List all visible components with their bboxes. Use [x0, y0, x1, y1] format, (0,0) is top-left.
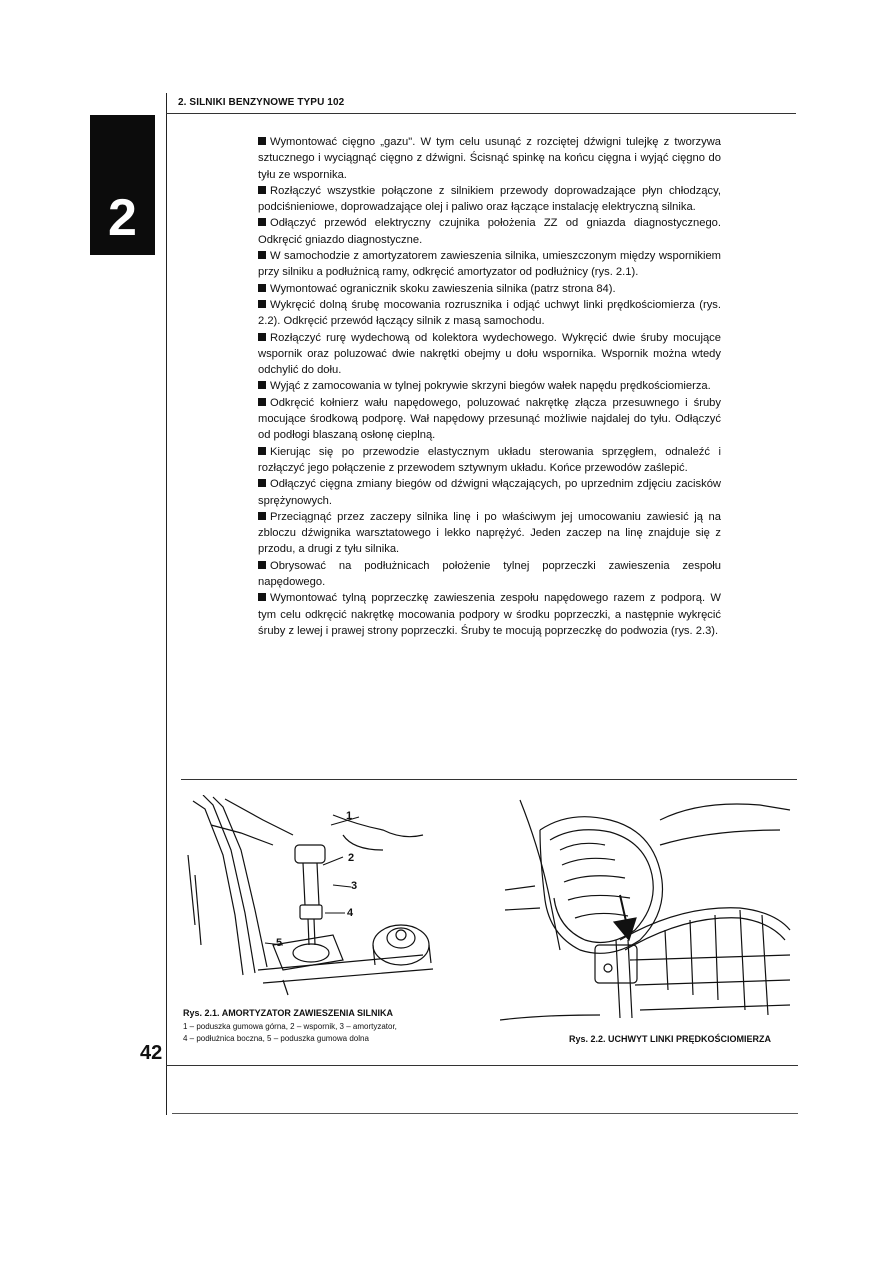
paragraph: Przeciągnąć przez zaczepy silnika linę i po właściwym jej umocowaniu zawiesić ją na zbloczu dźwignika warsztatowego i lekko naprężyć. Jeden zaczep na linę znajduje się z przodu, a drugi z tyłu silnika. — [258, 510, 721, 556]
bullet-icon — [258, 398, 266, 406]
left-margin-rule — [166, 93, 167, 1115]
bullet-icon — [258, 137, 266, 145]
paragraph: Wymontować cięgno „gazu". W tym celu usunąć z rozciętej dźwigni tulejkę z tworzywa sztucznego i wyciągnąć cięgno z dźwigni. Ścisnąć spinkę na końcu cięgna i wyjąć cięgno do tyłu ze wspornika. — [258, 136, 721, 181]
bullet-icon — [258, 300, 266, 308]
figure-label: 5 — [276, 937, 283, 949]
paragraph: Obrysować na podłużnicach położenie tylnej poprzeczki zawieszenia zespołu napędowego. — [258, 559, 721, 589]
figure-label: 1 — [346, 810, 353, 822]
paragraph: Rozłączyć wszystkie połączone z silnikiem przewody doprowadzające płyn chłodzący, podciśnieniowe, doprowadzające olej i paliwo oraz łączące instalację elektryczną silnika. — [258, 184, 721, 214]
paragraph: W samochodzie z amortyzatorem zawieszenia silnika, umieszczonym między wspornikiem przy silniku a podłużnicą ramy, odkręcić amortyzator od podłużnicy (rys. 2.1). — [258, 250, 721, 279]
bullet-icon — [258, 561, 266, 569]
bullet-icon — [258, 333, 266, 341]
paragraph: Odkręcić kołnierz wału napędowego, poluzować nakrętkę złącza przesuwnego i śruby mocujące środkową podporę. Wał napędowy przesunąć możliwie najdalej do tyłu. Odłączyć od podłogi blaszaną osłonę cieplną. — [258, 396, 721, 442]
figure-label: 2 — [348, 852, 355, 864]
bullet-icon — [258, 381, 266, 389]
paragraph: Odłączyć przewód elektryczny czujnika położenia ZZ od gniazda diagnostycznego. Odkręcić gniazdo diagnostyczne. — [258, 217, 721, 246]
paragraph: Wykręcić dolną śrubę mocowania rozrusznika i odjąć uchwyt linki prędkościomierza (rys. 2.2). Odkręcić przewód łączący silnik z masą samochodu. — [258, 298, 721, 328]
paragraph: Wymontować ogranicznik skoku zawieszenia silnika (patrz strona 84). — [258, 281, 721, 297]
bullet-icon — [258, 186, 266, 194]
bullet-icon — [258, 512, 266, 520]
paragraph: Odłączyć cięgna zmiany biegów od dźwigni włączających, po uprzednim zdjęciu zacisków sprężynowych. — [258, 478, 721, 507]
paragraph: Wymontować tylną poprzeczkę zawieszenia zespołu napędowego razem z podporą. W tym celu odkręcić nakrętkę mocowania podpory w środku poprzeczki, a następnie wykręcić śruby z lewej i prawej strony poprzeczki. Śruby te mocują poprzeczkę do podwozia (rys. 2.3). — [258, 592, 721, 637]
bullet-icon — [258, 479, 266, 487]
figure-caption-line: 4 – podłużnica boczna, 5 – poduszka gumowa dolna — [183, 1034, 369, 1043]
figure-engine-damper — [183, 795, 446, 1007]
body-text — [258, 134, 721, 639]
chapter-tab-number: 2 — [108, 188, 137, 247]
bullet-icon — [258, 218, 266, 226]
figure-label: 3 — [351, 880, 358, 892]
footer-rule-lower — [172, 1113, 798, 1114]
page-number: 42 — [140, 1042, 163, 1064]
figure-caption-line: 1 – poduszka gumowa górna, 2 – wspornik, 3 – amortyzator, — [183, 1022, 397, 1031]
bullet-icon — [258, 284, 266, 292]
figure-label: 4 — [347, 907, 354, 919]
figure-speedometer-bracket — [500, 790, 797, 1036]
bullet-icon — [258, 447, 266, 455]
paragraph: Wyjąć z zamocowania w tylnej pokrywie skrzyni biegów wałek napędu prędkościomierza. — [258, 378, 721, 394]
header-rule — [166, 113, 796, 114]
bullet-icon — [258, 251, 266, 259]
figure-caption-title: Rys. 2.2. UCHWYT LINKI PRĘDKOŚCIOMIERZA — [569, 1034, 772, 1044]
running-header: 2. SILNIKI BENZYNOWE TYPU 102 — [178, 97, 345, 108]
paragraph: Rozłączyć rurę wydechową od kolektora wydechowego. Wykręcić dwie śruby mocujące wspornik oraz poluzować dwie nakrętki obejmy u dołu wspornika. Wspornik można wtedy odchylić do dołu. — [258, 331, 721, 377]
footer-rule — [166, 1065, 798, 1066]
bullet-icon — [258, 593, 266, 601]
paragraph: Kierując się po przewodzie elastycznym układu sterowania sprzęgłem, odnaleźć i rozłączyć jego połączenie z przewodem sztywnym układu. Końce przewodów zaślepić. — [258, 445, 721, 474]
figure-separator-rule — [181, 779, 797, 780]
figure-caption-title: Rys. 2.1. AMORTYZATOR ZAWIESZENIA SILNIKA — [183, 1008, 394, 1018]
